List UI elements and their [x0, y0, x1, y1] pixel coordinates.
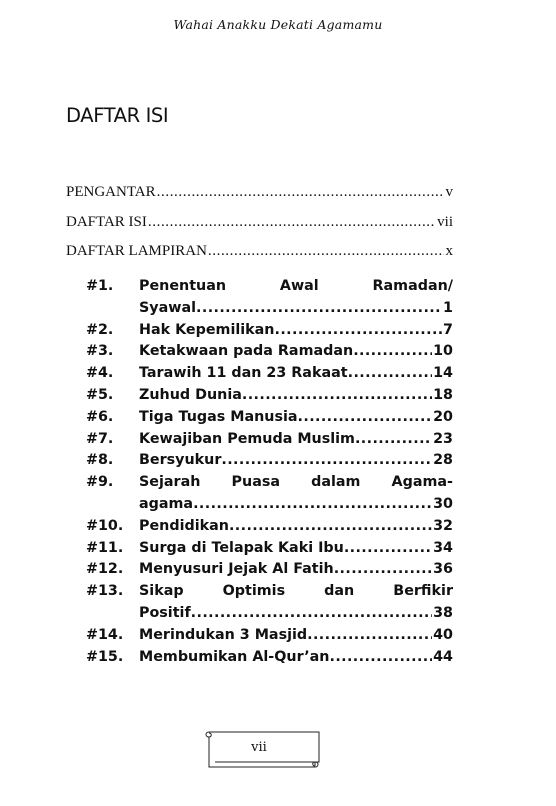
dot-leader [275, 320, 443, 342]
chapter-title: Tiga Tugas Manusia [139, 408, 298, 425]
chapter-entry-11[interactable] [86, 538, 453, 560]
chapter-title: Membumikan Al-Qur’an [139, 648, 330, 665]
toc-entry-label: PENGANTAR [66, 184, 156, 200]
chapter-entry-15[interactable] [86, 647, 453, 669]
chapter-title: Zuhud Dunia [139, 386, 242, 403]
dot-leader [334, 559, 432, 581]
toc-entry-pengantar[interactable] [66, 184, 453, 214]
chapter-title: Menyusuri Jejak Al Fatih [139, 561, 334, 578]
chapter-entry-4[interactable] [86, 363, 453, 385]
chapter-title-line: Sejarah Puasa dalam Agama- [139, 474, 453, 491]
chapter-number: #7. [86, 430, 114, 447]
chapter-number: #1. [86, 278, 114, 294]
chapter-number: #8. [86, 452, 114, 469]
chapter-number: #10. [86, 517, 124, 534]
chapter-list [86, 276, 453, 668]
dot-leader [193, 494, 432, 516]
chapter-number: #15. [86, 648, 124, 665]
chapter-entry-3[interactable] [86, 341, 453, 363]
dot-leader [221, 450, 432, 472]
chapter-title: Tarawih 11 dan 23 Rakaat [139, 365, 348, 382]
dot-leader [353, 341, 432, 363]
chapter-page: 20 [433, 408, 453, 425]
dot-leader [298, 407, 433, 429]
page-title: DAFTAR ISI [66, 104, 169, 127]
dot-leader [196, 298, 442, 320]
chapter-page: 40 [433, 626, 453, 643]
chapter-number: #12. [86, 561, 124, 578]
dot-leader [242, 385, 432, 407]
chapter-title: Syawal [139, 299, 197, 316]
chapter-title: Bersyukur [139, 452, 222, 469]
chapter-title: agama [139, 495, 194, 512]
toc-entry-daftar-isi[interactable] [66, 214, 453, 244]
chapter-page: 36 [433, 561, 453, 578]
toc-entry-page: vii [437, 213, 453, 230]
dot-leader [208, 243, 444, 260]
chapter-title-line: Penentuan Awal Ramadan/ [139, 278, 453, 294]
chapter-page: 30 [433, 495, 453, 512]
running-header: Wahai Anakku Dekati Agamamu [173, 17, 383, 32]
chapter-title: Ketakwaan pada Ramadan [139, 343, 354, 360]
chapter-number: #11. [86, 539, 124, 556]
chapter-title: Kewajiban Pemuda Muslim [139, 430, 355, 447]
chapter-number: #5. [86, 386, 114, 403]
chapter-number: #9. [86, 474, 114, 491]
chapter-number: #4. [86, 365, 114, 382]
toc-entry-page: v [445, 184, 453, 200]
chapter-page: 14 [433, 365, 453, 382]
chapter-number: #2. [86, 321, 114, 338]
chapter-page: 10 [433, 343, 453, 360]
chapter-entry-14[interactable] [86, 625, 453, 647]
chapter-page: 7 [443, 321, 453, 338]
dot-leader [355, 429, 432, 451]
toc-entry-label: DAFTAR LAMPIRAN [66, 243, 207, 259]
dot-leader [191, 603, 432, 625]
dot-leader [344, 538, 432, 560]
chapter-page: 44 [433, 648, 453, 665]
chapter-title-line: Sikap Optimis dan Berfikir [139, 583, 453, 600]
toc-entry-label: DAFTAR ISI [66, 213, 147, 230]
chapter-page: 38 [433, 604, 453, 621]
chapter-entry-2[interactable] [86, 320, 453, 342]
chapter-entry-12[interactable] [86, 559, 453, 581]
toc-entry-daftar-lampiran[interactable] [66, 243, 453, 273]
chapter-page: 32 [433, 517, 453, 534]
dot-leader [148, 214, 435, 231]
dot-leader [229, 516, 432, 538]
chapter-entry-9[interactable] [86, 472, 453, 516]
chapter-title: Surga di Telapak Kaki Ibu [139, 539, 344, 556]
chapter-entry-6[interactable] [86, 407, 453, 429]
toc-entry-page: x [445, 243, 453, 259]
chapter-title: Merindukan 3 Masjid [139, 626, 308, 643]
chapter-entry-13[interactable] [86, 581, 453, 625]
dot-leader [307, 625, 432, 647]
chapter-number: #13. [86, 583, 124, 600]
chapter-number: #6. [86, 408, 114, 425]
chapter-entry-8[interactable] [86, 450, 453, 472]
chapter-page: 34 [433, 539, 453, 556]
dot-leader [329, 647, 432, 669]
dot-leader [348, 363, 432, 385]
chapter-number: #14. [86, 626, 124, 643]
page-number: vii [251, 740, 267, 755]
chapter-number: #3. [86, 343, 114, 360]
chapter-entry-10[interactable] [86, 516, 453, 538]
chapter-title: Positif [139, 604, 191, 621]
chapter-title: Hak Kepemilikan [139, 321, 275, 338]
chapter-entry-7[interactable] [86, 429, 453, 451]
chapter-page: 23 [433, 430, 453, 447]
chapter-entry-1[interactable] [86, 276, 453, 320]
chapter-page: 1 [443, 299, 453, 316]
chapter-title: Pendidikan [139, 517, 229, 534]
chapter-page: 28 [433, 452, 453, 469]
chapter-entry-5[interactable] [86, 385, 453, 407]
chapter-page: 18 [433, 386, 453, 403]
dot-leader [157, 184, 444, 201]
